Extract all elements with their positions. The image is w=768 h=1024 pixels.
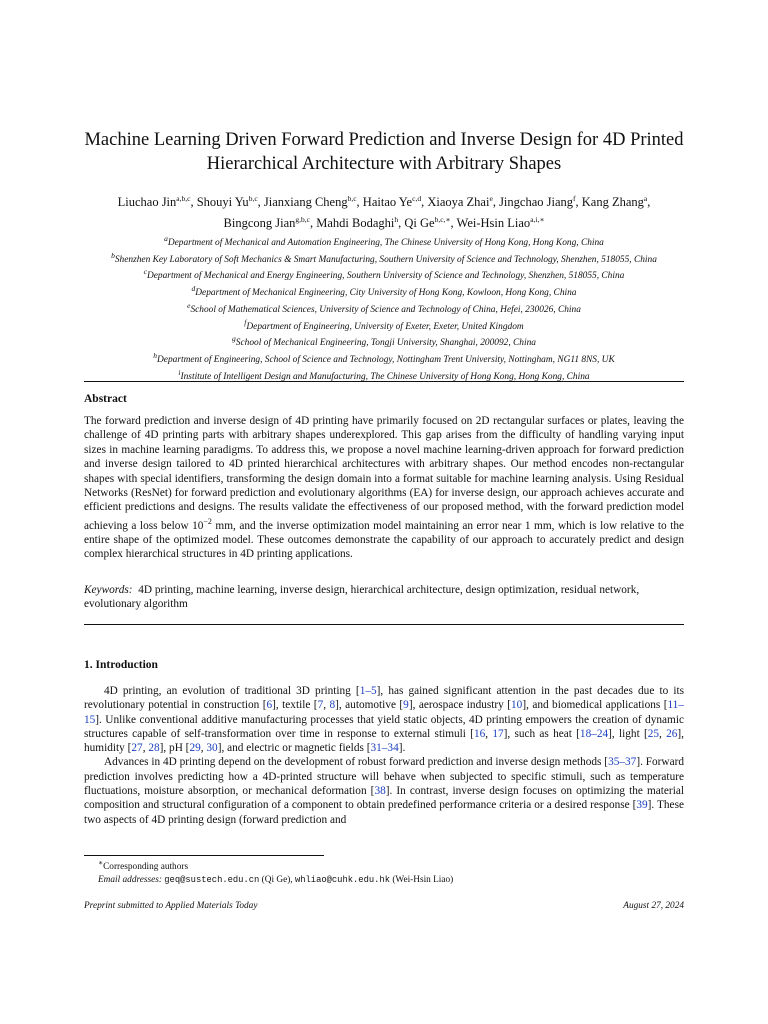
citation-link[interactable]: 8 — [329, 699, 336, 712]
citation-link[interactable]: 30 — [206, 742, 218, 755]
affiliation-marker: d — [191, 284, 196, 294]
paragraph-text: , — [659, 727, 667, 740]
paragraph-text: ], and electric or magnetic fields [ — [217, 742, 371, 755]
affiliation-text: School of Mathematical Sciences, University of Science and Technology of China, Hefei, 230026, China — [190, 305, 581, 315]
citation-link[interactable]: 27 — [131, 742, 143, 755]
citation-link[interactable]: 39 — [636, 799, 648, 812]
citation-link[interactable]: 10 — [511, 699, 523, 712]
citation-link[interactable]: 25 — [647, 727, 660, 740]
paragraph-text: , — [200, 742, 207, 755]
affiliation-text: Department of Engineering, University of Exeter, Exeter, United Kingdom — [246, 321, 524, 332]
citation-link[interactable]: 28 — [148, 742, 160, 755]
affiliation-marker: h — [153, 351, 158, 361]
email-line: Email addresses: geq@sustech.edu.cn (Qi Ge), whliao@cuhk.edu.hk (Wei-Hsin Liao) — [98, 874, 454, 885]
affiliation-text: Institute of Intelligent Design and Manufacturing, The Chinese University of Hong Kong, Hong Kong, China — [180, 371, 590, 382]
citation-link[interactable]: 16 — [473, 727, 486, 740]
email-link-2[interactable]: whliao@cuhk.edu.hk — [294, 874, 390, 885]
affiliation-list — [70, 233, 698, 383]
affiliation-text: Department of Engineering, School of Science and Technology, Nottingham Trent University, Nottingham, NG11 8NS, UK — [157, 355, 615, 366]
paragraph-text: ], aerospace industry [ — [408, 699, 512, 712]
author-affiliation-marker: e — [489, 194, 493, 203]
author-affiliation-marker: h — [394, 215, 399, 225]
abstract-part-2: mm, and the inverse optimization model maintaining an error near 1 mm, which is low relative to the entire shape of the optimized model. These outcomes demonstrate the capability of our approach to accurately predict and design complex hierarchical structures in 4D printing applications. — [84, 519, 684, 561]
affiliation — [70, 283, 698, 300]
author-affiliation-marker: f — [573, 194, 576, 203]
paragraph-text: 4D printing, an evolution of traditional 3D printing [ — [104, 685, 360, 697]
affiliation-text: Department of Mechanical Engineering, City University of Hong Kong, Kowloon, Hong Kong, China — [195, 288, 577, 299]
paragraph-text: ], textile [ — [272, 699, 318, 712]
affiliation-marker: i — [178, 367, 181, 377]
author-name: Jingchao Jiang — [499, 195, 574, 210]
author-name: Bingcong Jian — [223, 216, 296, 231]
affiliation-marker: e — [187, 300, 191, 310]
paragraph-text: ]. — [398, 742, 406, 755]
author-name: Haitao Ye — [362, 195, 413, 210]
section-heading-introduction: 1. Introduction — [84, 659, 158, 671]
author-line-2: Bingcong Jian$^{g,b,c}$, Mahdi Bodaghi$^h$, Qi $Ge^{b,c,∗}$, Wei-Hsin Liao$^{a,i,∗}$ — [223, 215, 545, 231]
citation-link[interactable]: 6 — [266, 699, 273, 712]
citation-link[interactable]: 9 — [403, 699, 409, 712]
affiliation — [70, 350, 698, 367]
intro-paragraph-2 — [84, 755, 684, 826]
paragraph-text: ]. These two aspects of 4D printing design (forward prediction and — [84, 799, 684, 826]
affiliation-marker: c — [143, 267, 147, 277]
paragraph-text: ], light [ — [608, 727, 648, 740]
affiliation — [70, 300, 698, 317]
paragraph-text: , — [485, 727, 493, 740]
paragraph-text: Advances in 4D printing depend on the development of robust forward prediction and inverse design methods [ — [104, 756, 609, 769]
paragraph-text: ], has gained significant attention in the past decades due to its revolutionary potential in construction [ — [84, 685, 684, 712]
abstract-text — [84, 414, 684, 562]
author-affiliation-marker: c,d — [412, 194, 422, 203]
corresponding-note: ∗Corresponding authors — [98, 858, 189, 873]
author-list — [70, 190, 698, 232]
author-affiliation-marker: a,b,c — [176, 194, 191, 203]
author-affiliation-marker: b,c,∗ — [434, 215, 451, 225]
paragraph-text: ], and biomedical applications [ — [522, 699, 668, 712]
paragraph-text: ]. Forward prediction involves predicting how a 4D-printed structure will behave when subjected to specific stimuli, such as temperature fluctuations, moisture absorption, or mechanical deformation [ — [84, 756, 685, 798]
affiliation-text: Department of Mechanical and Energy Engineering, Southern University of Science and Technology, Shenzhen, 518055, China — [147, 271, 625, 282]
author-name: Mahdi Bodaghi — [316, 216, 395, 231]
author-affiliation-marker: a — [643, 194, 648, 203]
affiliation-text: Department of Mechanical and Automation Engineering, The Chinese University of Hong Kong, Hong Kong, China — [167, 238, 604, 249]
author-affiliation-marker: g,b,c — [295, 215, 310, 225]
affiliation — [70, 333, 698, 350]
author-line-1: Liuchao Jin$^{a,b,c}$, Shouyi Yu$^{b,c}$, Jianxiang Cheng$^{b,c}$, Haitao Ye$^{c,d}$, Xiaoya Zhai$^e$, Jingchao Jiang$^f$, Kang Zhang$^a$, — [117, 194, 651, 210]
author-name: Jianxiang Cheng — [263, 195, 348, 210]
affiliation-marker: a — [164, 234, 168, 243]
footnote-rule — [84, 855, 324, 856]
paragraph-text: ], pH [ — [159, 742, 190, 755]
paragraph-text: ]. Unlike conventional additive manufacturing processes that yield static objects, 4D printing empowers the creation of dynamic structures capable of self-transformation over time in response to external stimuli [ — [84, 713, 684, 740]
citation-link[interactable]: 18–24 — [579, 727, 609, 740]
paragraph-text: ]. In contrast, inverse design focuses on optimizing the material composition and structural configuration of a component to obtain predefined performance criteria or a desired response [ — [84, 785, 684, 812]
affiliation-text: School of Mechanical Engineering, Tongji University, Shanghai, 200092, China — [235, 338, 536, 349]
introduction-body — [84, 684, 684, 827]
author-affiliation-marker: b,c — [347, 194, 357, 203]
affiliation-text: Shenzhen Key Laboratory of Soft Mechanics & Smart Manufacturing, Southern University of Science and Technology, Shenzhen, 518055, China — [114, 254, 657, 265]
author-name: Qi Ge — [404, 216, 435, 231]
author-name: Liuchao Jin — [117, 195, 177, 210]
keywords — [84, 583, 684, 612]
affiliation-marker: f — [244, 317, 247, 327]
author-name: Kang Zhang — [581, 195, 644, 210]
keywords-label: Keywords: — [84, 584, 133, 596]
author-affiliation-marker: b,c — [248, 194, 258, 203]
footer-date: August 27, 2024 — [623, 901, 684, 911]
affiliation — [70, 233, 698, 250]
paper-title: Machine Learning Driven Forward Prediction and Inverse Design for 4D Printed Hierarchical Architecture with Arbitrary Shapes — [84, 130, 684, 174]
author-name: Wei-Hsin Liao — [456, 216, 531, 231]
paragraph-text: ], humidity [ — [84, 727, 685, 755]
abstract-part-1: The forward prediction and inverse design of 4D printing have primarily focused on 2D rectangular surfaces or plates, leaving the challenge of 4D printing parts with arbitrary shapes underexplored. This gap arises from the difficulty of handling varying input sizes in machine learning paradigms. To address this, we propose a novel machine learning-driven approach for forward prediction and inverse design tailored to 4D printed hierarchical architectures with arbitrary shapes. Our method encodes non-rectangular shapes with special identifiers, transforming the design domain into a format suitable for machine learning analysis. Using Residual Networks (ResNet) for forward prediction and evolutionary algorithms (EA) for inverse design, our approach achieves accurate and efficient predictions and designs. The results validate the effectiveness of our proposed method, with the forward prediction model achieving a loss below 10 — [84, 415, 684, 532]
affiliation — [70, 266, 698, 283]
affiliation — [70, 250, 698, 267]
citation-link[interactable]: 1–5 — [359, 685, 377, 697]
footnote — [98, 857, 453, 886]
citation-link[interactable]: 7 — [317, 699, 324, 712]
abstract-exponent: −2 — [203, 516, 212, 526]
citation-link[interactable]: 26 — [666, 727, 678, 740]
keywords-text: 4D printing, machine learning, inverse design, hierarchical architecture, design optimization, residual network, evolutionary algorithm — [84, 584, 640, 611]
abstract-bottom-rule — [84, 624, 684, 625]
paragraph-text: ], such as heat [ — [503, 727, 580, 740]
intro-paragraph-1 — [84, 684, 684, 755]
citation-link[interactable]: 38 — [374, 785, 386, 798]
affiliation-marker: g — [232, 334, 236, 344]
paragraph-text: ], automotive [ — [335, 699, 404, 712]
citation-link[interactable]: 35–37 — [608, 756, 637, 769]
paragraph-text: , — [323, 699, 330, 712]
affiliation-marker: b — [111, 250, 115, 260]
email-link-1[interactable]: geq@sustech.edu.cn — [164, 874, 260, 885]
author-name: Shouyi Yu — [196, 195, 249, 210]
author-affiliation-marker: a,i,∗ — [530, 215, 545, 225]
citation-link[interactable]: 31–34 — [370, 742, 399, 755]
footer-preprint-note: Preprint submitted to Applied Materials Today — [84, 901, 258, 911]
author-name: Xiaoya Zhai — [427, 195, 490, 210]
paragraph-text: , — [142, 742, 149, 755]
affiliation — [70, 317, 698, 334]
citation-link[interactable]: 29 — [189, 742, 201, 755]
citation-link[interactable]: 17 — [492, 727, 504, 740]
citation-link[interactable]: 11–15 — [84, 699, 684, 726]
abstract-top-rule — [84, 381, 684, 382]
abstract-heading: Abstract — [84, 393, 127, 405]
